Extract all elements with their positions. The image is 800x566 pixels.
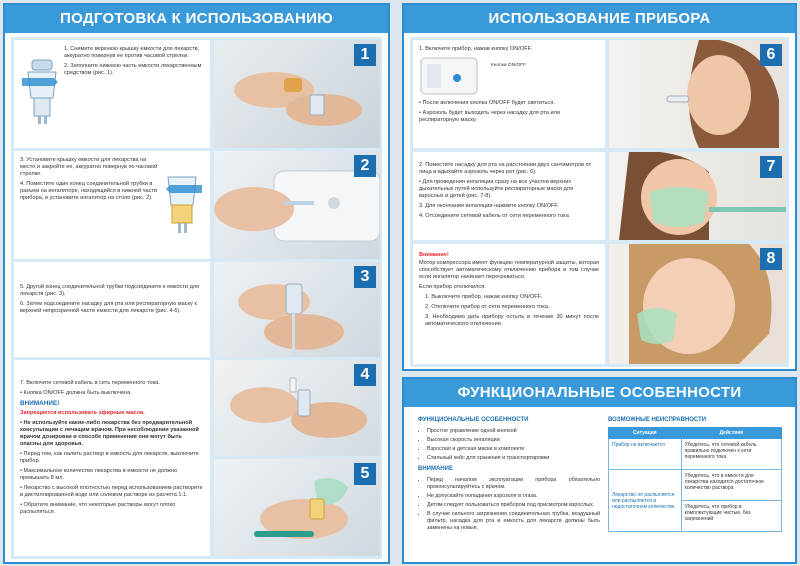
step-1-text [14, 40, 210, 148]
usage-content [410, 37, 789, 367]
step-5-badge: 5 [354, 463, 376, 485]
thermal-warning-text: Мотор компрессора имеет функцию температурной защиты, которая способствует автоматическому отключению прибора в том случае если ингалятор начинает перегреваться. [419, 260, 599, 280]
faults-table-header [609, 428, 782, 439]
feature-item: • Стильный кейс для хранения и транспортировки [427, 455, 600, 462]
attention-item: • В случае сильного загрязнения соединительная трубка, воздушный фильтр, насадка для рта и емкость для лекарств должны быть заменены на новые. [427, 511, 600, 532]
photo-8 [609, 244, 786, 364]
step-4-text [14, 360, 210, 556]
features-left-column [418, 417, 600, 534]
step-4-line-2: • Кнопка ON/OFF должна быть выключена. [20, 390, 132, 396]
step-2-badge: 2 [354, 155, 376, 177]
attention-item: • Перед началом эксплуатации прибора обязательно проконсультируйтесь с врачом. [427, 477, 600, 491]
situation-cell: Лекарство не распыляется или распыляется в недостаточном количестве [609, 470, 682, 532]
step-1-line-1: 1. Снимите верхнюю крышку емкости для лекарств, аккуратно повернув ее против часовой стрелки. [64, 46, 200, 59]
photo-7 [609, 152, 786, 240]
photo-6-badge: 6 [760, 44, 782, 66]
nebulizer-assembly-icon [160, 167, 204, 240]
step-4-note-1: • Перед тем, как налить раствор в емкость для лекарств, выключите прибор. [20, 451, 199, 464]
photo-8-badge: 8 [760, 248, 782, 270]
if-off-title: Если прибор отключился: [419, 284, 486, 290]
usage-panel [402, 3, 797, 371]
header-actions: Действия [681, 428, 781, 439]
usage-block-3 [413, 244, 605, 364]
features-list [418, 428, 600, 462]
step-1-photo [214, 40, 380, 148]
features-panel-title: ФУНКЦИОНАЛЬНЫЕ ОСОБЕННОСТИ [404, 379, 795, 407]
action-cell: Убедитесь, что в емкости для лекарства находится достаточное количество раствора [681, 470, 781, 501]
usage-step-4: 4. Отсоедините сетевой кабель от сети переменного тока [419, 213, 569, 219]
usage-block-2 [413, 152, 605, 240]
device-illustration [419, 56, 599, 96]
usage-bullet-1: • После включения кнопка ON/OFF будет светиться. [419, 100, 555, 106]
faults-right-column [608, 417, 782, 532]
step-3-photo [214, 262, 380, 357]
usage-bullet-2: • Аэрозоль будет выходить через насадку для рта или респираторную маску. [419, 110, 560, 123]
feature-item: • Высокая скорость ингаляции [427, 437, 600, 444]
step-4-line-1: 7. Включите сетевой кабель в сеть переменного тока. [20, 380, 160, 386]
usage-block-1 [413, 40, 605, 148]
step-2-line-1: 3. Установите крышку емкости для лекарства на место и закройте ее, аккуратно повернув по часовой стрелке. [20, 157, 158, 177]
step-2-photo [214, 151, 380, 259]
step-4-badge: 4 [354, 364, 376, 386]
step-4-note-3: • Лекарство с высокой плотностью перед использованием растворите в дистиллированной воде или солевом растворе из расчета 1:1. [20, 485, 203, 498]
features-content [410, 411, 789, 560]
features-heading: ФУНКЦИОНАЛЬНЫЕ ОСОБЕННОСТИ [418, 417, 529, 423]
action-cell: Убедитесь, что сетевой кабель правильно подключен к сети переменного тока [681, 439, 781, 470]
table-row [609, 439, 782, 470]
usage-step-2: 2. Поместите насадку для рта на расстоянии двух сантиметров от лица и вдыхайте аэрозоль через рот (рис. 6). [419, 162, 592, 175]
situation-cell: Прибор не включается [609, 439, 682, 470]
faults-table [608, 427, 782, 532]
attention-item: • Детям следует пользоваться прибором под присмотром взрослых. [427, 502, 600, 509]
step-4-photo [214, 360, 380, 456]
preparation-panel [3, 3, 390, 564]
photo-7-badge: 7 [760, 156, 782, 178]
step-3-badge: 3 [354, 266, 376, 288]
usage-title: ИСПОЛЬЗОВАНИЕ ПРИБОРА [404, 5, 795, 33]
usage-step-3: 3. Для окончания ингаляции нажмите кнопку ON/OFF. [419, 203, 559, 209]
step-5-photo [214, 459, 380, 556]
step-3-line-1: 5. Другой конец соединительной трубки подсоедините к емкости для лекарств (рис. 3). [20, 284, 200, 297]
header-situation: Ситуация [609, 428, 682, 439]
preparation-content [11, 37, 382, 559]
step-4-bold-note: • Не используйте какие-либо лекарства без предварительной консультации с лечащим врачом. При несоблюдении указанной врачом дозировки и способе применения они могут быть опасны для здоровья. [20, 420, 199, 447]
step-1-line-2: 2. Заполните нижнюю часть емкости лекарственным средством (рис. 1). [64, 63, 202, 76]
photo-6 [609, 40, 786, 148]
feature-item: • Взрослая и детская маски в комплекте [427, 446, 600, 453]
step-4-warning-text: Запрещается использовать эфирные масла. [20, 410, 145, 416]
thermal-warning-title: Внимание! [419, 252, 449, 258]
if-off-item-3: 3. Необходимо дать прибору остыть в течение 30 минут после автоматического отключения. [425, 314, 599, 327]
step-4-warning-title: ВНИМАНИЕ! [20, 400, 60, 407]
attention-list [418, 477, 600, 532]
step-2-text [14, 151, 210, 259]
step-4-note-2: • Максимальное количество лекарства в емкости не должно превышать 8 мл. [20, 468, 178, 481]
preparation-title: ПОДГОТОВКА К ИСПОЛЬЗОВАНИЮ [5, 5, 388, 33]
nebulizer-cup-icon [20, 54, 64, 127]
action-cell: Убедитесь, что прибор в комплектующие чистые, без загрязнений [681, 501, 781, 532]
usage-intro: 1. Включите прибор, нажав кнопку ON/OFF. [419, 46, 532, 52]
attention-item: • Не допускайте попадания аэрозоля в глаза. [427, 493, 600, 500]
step-4-note-4: • Обратите внимание, что некоторые растворы могут плохо распыляться. [20, 502, 176, 515]
if-off-item-1: 1. Выключите прибор, нажав кнопку ON/OFF. [425, 294, 542, 300]
faults-heading: ВОЗМОЖНЫЕ НЕИСПРАВНОСТИ [608, 417, 707, 423]
attention-heading: ВНИМАНИЕ [418, 466, 453, 472]
if-off-item-2: 2. Отключите прибор от сети переменного тока. [425, 304, 550, 310]
usage-step-2-note: • Для проведения ингаляции сразу на все участки верхних дыхательных путей используйте респираторные маски для взрослых и детей (рис. 7-8). [419, 179, 574, 199]
table-row [609, 470, 782, 501]
step-2-line-2: 4. Поместите один конец соединительной трубки в разъем на ингаляторе, находящийся в нижней части прибора, и установите ингалятор на столе (рис. 2). [20, 181, 158, 201]
step-3-text [14, 262, 210, 357]
feature-item: • Простое управление одной кнопкой [427, 428, 600, 435]
onoff-button-label: Кнопка ON/OFF [491, 63, 527, 68]
features-panel [402, 377, 797, 564]
step-1-badge: 1 [354, 44, 376, 66]
step-3-line-2: 6. Затем подсоедините насадку для рта или респираторную маску к верхней непрозрачной части емкости для лекарств (рис. 4-5). [20, 301, 197, 314]
